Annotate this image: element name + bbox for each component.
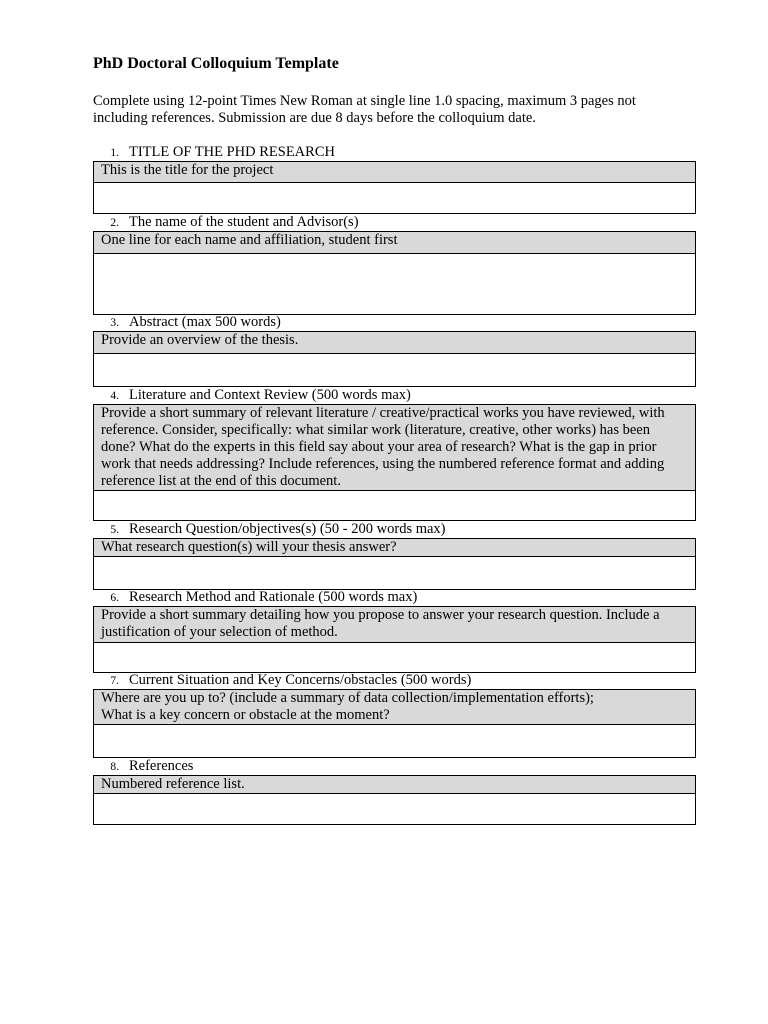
answer-cell[interactable]	[94, 354, 695, 386]
answer-cell[interactable]	[94, 183, 695, 213]
section-table-7	[93, 689, 696, 758]
instruction-cell	[94, 690, 695, 725]
section-heading-text: Current Situation and Key Concerns/obstacles (500 words)	[129, 672, 472, 688]
intro-paragraph: Complete using 12-point Times New Roman at single line 1.0 spacing, maximum 3 pages not including references. Submission are due 8 days before the colloquium date.	[93, 93, 636, 126]
section-heading-text: TITLE OF THE PHD RESEARCH	[129, 144, 335, 160]
page-title: PhD Doctoral Colloquium Template	[93, 55, 339, 72]
section-number: 5.	[110, 524, 119, 536]
instruction-line: What is a key concern or obstacle at the moment?	[101, 707, 390, 723]
instruction-cell: Provide a short summary detailing how you propose to answer your research question. Include a justification of your selection of method.	[94, 607, 695, 643]
instruction-cell: This is the title for the project	[94, 162, 695, 183]
section-heading-3	[93, 314, 281, 332]
instruction-cell: Provide a short summary of relevant literature / creative/practical works you have reviewed, with reference. Consider, specifically: what similar work (literature, creative, other works) has been done? What do the experts in this field say about your area of research? What is the gap in prior work that needs addressing? Include references, using the numbered reference format and adding reference list at the end of this document.	[94, 405, 695, 491]
section-number: 8.	[110, 761, 119, 773]
section-table-2	[93, 231, 696, 315]
section-heading-8	[93, 758, 193, 776]
section-number: 3.	[110, 317, 119, 329]
section-table-5	[93, 538, 696, 590]
section-table-4	[93, 404, 696, 521]
section-number: 6.	[110, 592, 119, 604]
section-heading-text: The name of the student and Advisor(s)	[129, 214, 359, 230]
instruction-line: Where are you up to? (include a summary of data collection/implementation efforts);	[101, 690, 594, 706]
section-heading-7	[93, 672, 471, 690]
section-number: 7.	[110, 675, 119, 687]
answer-cell[interactable]	[94, 643, 695, 672]
answer-cell[interactable]	[94, 725, 695, 757]
section-number: 1.	[110, 147, 119, 159]
section-heading-text: References	[129, 758, 194, 774]
instruction-cell: What research question(s) will your thesis answer?	[94, 539, 695, 557]
section-table-3	[93, 331, 696, 387]
section-number: 2.	[110, 217, 119, 229]
section-number: 4.	[110, 390, 119, 402]
section-heading-2	[93, 214, 359, 232]
instruction-cell: One line for each name and affiliation, student first	[94, 232, 695, 254]
answer-cell[interactable]	[94, 794, 695, 824]
instruction-cell: Numbered reference list.	[94, 776, 695, 794]
answer-cell[interactable]	[94, 557, 695, 589]
section-heading-text: Research Method and Rationale (500 words max)	[129, 589, 418, 605]
section-heading-1	[93, 144, 335, 162]
section-heading-text: Abstract (max 500 words)	[129, 314, 281, 330]
answer-cell[interactable]	[94, 491, 695, 520]
section-table-1	[93, 161, 696, 214]
instruction-cell: Provide an overview of the thesis.	[94, 332, 695, 354]
section-heading-text: Literature and Context Review (500 words max)	[129, 387, 411, 403]
section-heading-text: Research Question/objectives(s) (50 - 200 words max)	[129, 521, 446, 537]
answer-cell[interactable]	[94, 254, 695, 314]
section-heading-6	[93, 589, 417, 607]
section-heading-4	[93, 387, 411, 405]
section-heading-5	[93, 521, 446, 539]
section-table-8	[93, 775, 696, 825]
section-table-6	[93, 606, 696, 673]
